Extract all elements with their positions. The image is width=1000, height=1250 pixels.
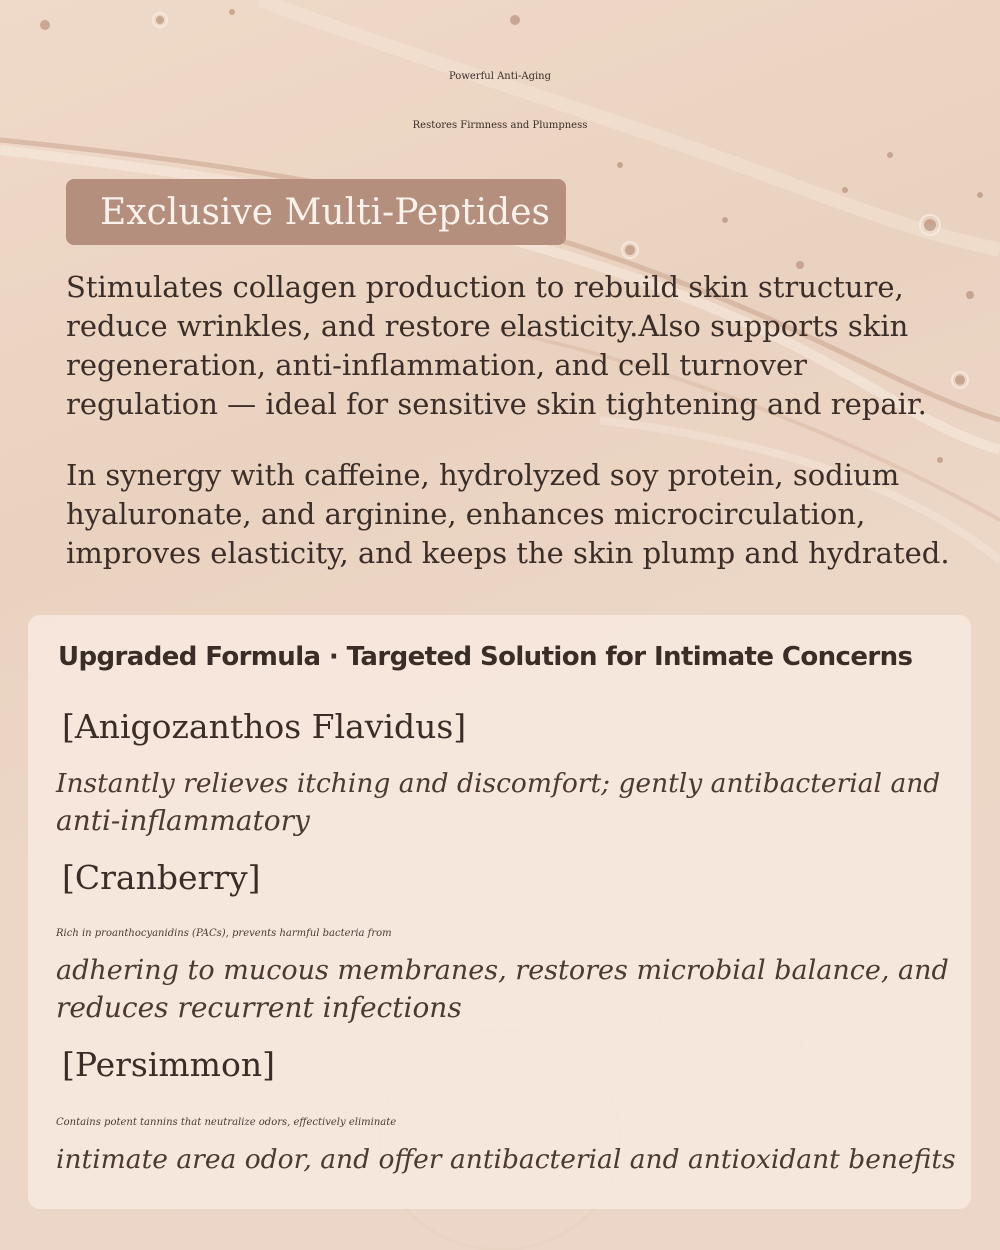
description-line: intimate area odor, and offer antibacterial and antioxidant benefits: [56, 1144, 956, 1175]
paragraph1-line: regeneration, anti-inflammation, and cell turnover: [66, 348, 807, 382]
paragraph1-line: reduce wrinkles, and restore elasticity.Also supports skin: [66, 309, 909, 343]
ingredient-description-anigozanthos: [56, 765, 940, 839]
multi-peptides-badge: [66, 179, 566, 245]
description-line: Instantly relieves itching and discomfort; gently antibacterial and: [56, 768, 941, 799]
synergy-description-paragraph: [66, 456, 956, 573]
description-line: Rich in proanthocyanidins (PACs), prevents harmful bacteria from: [56, 928, 392, 939]
formula-panel: [28, 615, 971, 1209]
page-title: [0, 52, 1000, 150]
ingredient-description-cranberry: [56, 915, 949, 1026]
paragraph1-line: Stimulates collagen production to rebuild skin structure,: [66, 270, 904, 304]
paragraph2-line: hyaluronate, and arginine, enhances microcirculation,: [66, 497, 866, 531]
description-line: anti-inflammatory: [56, 804, 310, 837]
badge-label: Exclusive Multi-Peptides: [100, 191, 550, 233]
ingredient-name-cranberry: [Cranberry]: [62, 858, 261, 897]
title-line-2: Restores Firmness and Plumpness: [412, 120, 588, 131]
panel-heading: Upgraded Formula · Targeted Solution for Intimate Concerns: [58, 642, 913, 672]
ingredient-name-persimmon: [Persimmon]: [62, 1045, 275, 1084]
title-line-1: Powerful Anti-Aging: [448, 71, 552, 82]
paragraph2-line: In synergy with caffeine, hydrolyzed soy protein, sodium: [66, 458, 900, 492]
ingredient-description-persimmon: [56, 1104, 956, 1178]
peptide-description-paragraph: [66, 268, 956, 424]
description-line: adhering to mucous membranes, restores microbial balance, and: [56, 955, 949, 986]
paragraph2-line: improves elasticity, and keeps the skin plump and hydrated.: [66, 536, 950, 570]
paragraph1-line: regulation — ideal for sensitive skin tightening and repair.: [66, 387, 927, 421]
description-line: reduces recurrent infections: [56, 991, 462, 1024]
description-line: Contains potent tannins that neutralize odors, effectively eliminate: [56, 1117, 397, 1128]
ingredient-name-anigozanthos: [Anigozanthos Flavidus]: [62, 707, 467, 746]
